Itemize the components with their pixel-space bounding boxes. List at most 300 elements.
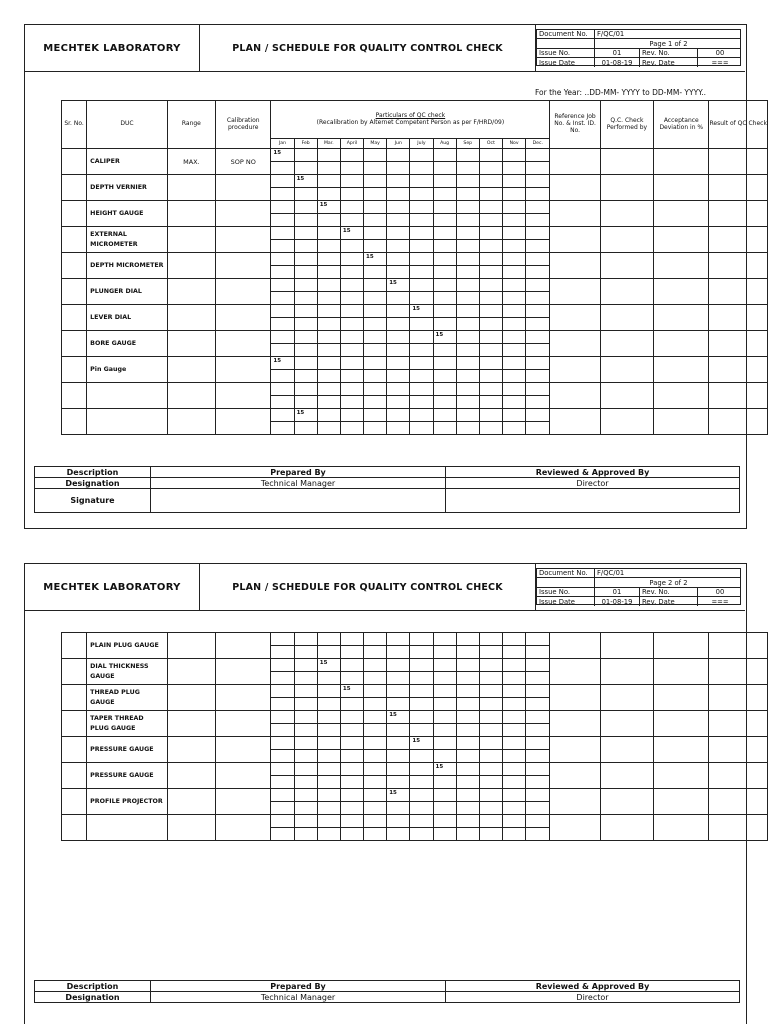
month-cell[interactable]: [503, 763, 526, 776]
month-cell[interactable]: [526, 750, 550, 763]
month-cell[interactable]: [479, 370, 502, 383]
month-cell[interactable]: [433, 279, 456, 292]
month-cell[interactable]: [456, 724, 479, 737]
month-cell[interactable]: [364, 305, 387, 318]
month-cell[interactable]: [410, 750, 433, 763]
month-cell[interactable]: [479, 802, 502, 815]
month-cell[interactable]: [294, 383, 317, 396]
month-cell[interactable]: [526, 828, 550, 841]
month-cell[interactable]: [479, 305, 502, 318]
month-cell[interactable]: [364, 162, 387, 175]
procedure-cell[interactable]: [216, 331, 271, 357]
sr-no-cell[interactable]: [62, 149, 87, 175]
month-cell[interactable]: [364, 292, 387, 305]
month-cell[interactable]: 15: [271, 357, 294, 370]
month-cell[interactable]: [456, 750, 479, 763]
month-cell[interactable]: [479, 633, 502, 646]
month-cell[interactable]: [502, 383, 525, 396]
acceptance-cell[interactable]: [654, 149, 709, 175]
month-cell[interactable]: [456, 331, 479, 344]
month-cell[interactable]: [433, 422, 456, 435]
month-cell[interactable]: [456, 214, 479, 227]
month-cell[interactable]: [387, 344, 410, 357]
sr-no-cell[interactable]: [62, 253, 87, 279]
performed-by-cell[interactable]: [600, 357, 653, 383]
month-cell[interactable]: [294, 633, 317, 646]
month-cell[interactable]: [526, 227, 550, 240]
month-cell[interactable]: [271, 162, 294, 175]
month-cell[interactable]: [317, 370, 340, 383]
month-cell[interactable]: [433, 175, 456, 188]
month-cell[interactable]: [364, 370, 387, 383]
month-cell[interactable]: [317, 750, 340, 763]
month-cell[interactable]: [433, 201, 456, 214]
month-cell[interactable]: [317, 305, 340, 318]
range-cell[interactable]: [167, 711, 215, 737]
month-cell[interactable]: [456, 162, 479, 175]
month-cell[interactable]: [271, 802, 294, 815]
month-cell[interactable]: [433, 149, 456, 162]
month-cell[interactable]: [294, 737, 317, 750]
month-cell[interactable]: [479, 240, 502, 253]
month-cell[interactable]: [526, 409, 550, 422]
month-cell[interactable]: [526, 240, 550, 253]
month-cell[interactable]: [503, 724, 526, 737]
month-cell[interactable]: [340, 266, 363, 279]
month-cell[interactable]: [410, 188, 433, 201]
month-cell[interactable]: [526, 266, 550, 279]
month-cell[interactable]: [340, 344, 363, 357]
month-cell[interactable]: [364, 214, 387, 227]
month-cell[interactable]: [456, 175, 479, 188]
month-cell[interactable]: [271, 789, 294, 802]
month-cell[interactable]: [526, 776, 550, 789]
month-cell[interactable]: [294, 149, 317, 162]
month-cell[interactable]: [387, 685, 410, 698]
month-cell[interactable]: 15: [317, 201, 340, 214]
month-cell[interactable]: [364, 201, 387, 214]
month-cell[interactable]: [479, 149, 502, 162]
month-cell[interactable]: [526, 149, 550, 162]
month-cell[interactable]: [364, 828, 387, 841]
acceptance-cell[interactable]: [654, 763, 709, 789]
month-cell[interactable]: [271, 828, 294, 841]
month-cell[interactable]: [271, 318, 294, 331]
month-cell[interactable]: [479, 672, 502, 685]
month-cell[interactable]: [433, 737, 456, 750]
month-cell[interactable]: [410, 646, 433, 659]
month-cell[interactable]: [294, 240, 317, 253]
month-cell[interactable]: [387, 292, 410, 305]
month-cell[interactable]: [387, 214, 410, 227]
month-cell[interactable]: [456, 789, 479, 802]
month-cell[interactable]: [340, 776, 363, 789]
sr-no-cell[interactable]: [62, 659, 87, 685]
month-cell[interactable]: [433, 409, 456, 422]
month-cell[interactable]: [502, 266, 525, 279]
month-cell[interactable]: [364, 633, 387, 646]
month-cell[interactable]: [364, 383, 387, 396]
month-cell[interactable]: [502, 305, 525, 318]
month-cell[interactable]: [433, 672, 456, 685]
acceptance-cell[interactable]: [654, 279, 709, 305]
month-cell[interactable]: [271, 685, 294, 698]
performed-by-cell[interactable]: [600, 633, 653, 659]
month-cell[interactable]: [502, 409, 525, 422]
month-cell[interactable]: [410, 214, 433, 227]
month-cell[interactable]: [364, 344, 387, 357]
procedure-cell[interactable]: [216, 685, 271, 711]
month-cell[interactable]: [294, 370, 317, 383]
month-cell[interactable]: [433, 776, 456, 789]
month-cell[interactable]: [433, 750, 456, 763]
month-cell[interactable]: [410, 383, 433, 396]
month-cell[interactable]: [479, 188, 502, 201]
result-cell[interactable]: [709, 711, 768, 737]
performed-by-cell[interactable]: [600, 409, 653, 435]
acceptance-cell[interactable]: [654, 331, 709, 357]
month-cell[interactable]: [294, 685, 317, 698]
month-cell[interactable]: [364, 409, 387, 422]
month-cell[interactable]: [479, 266, 502, 279]
month-cell[interactable]: [479, 828, 502, 841]
month-cell[interactable]: [294, 253, 317, 266]
acceptance-cell[interactable]: [654, 409, 709, 435]
performed-by-cell[interactable]: [600, 659, 653, 685]
reference-cell[interactable]: [550, 659, 600, 685]
month-cell[interactable]: [503, 698, 526, 711]
month-cell[interactable]: [387, 305, 410, 318]
result-cell[interactable]: [709, 763, 768, 789]
month-cell[interactable]: [410, 344, 433, 357]
month-cell[interactable]: [364, 659, 387, 672]
month-cell[interactable]: [340, 698, 363, 711]
reference-cell[interactable]: [550, 253, 600, 279]
sr-no-cell[interactable]: [62, 331, 87, 357]
month-cell[interactable]: [317, 409, 340, 422]
acceptance-cell[interactable]: [654, 815, 709, 841]
month-cell[interactable]: [410, 776, 433, 789]
month-cell[interactable]: [433, 659, 456, 672]
month-cell[interactable]: [502, 370, 525, 383]
month-cell[interactable]: [526, 318, 550, 331]
month-cell[interactable]: [317, 737, 340, 750]
month-cell[interactable]: [410, 422, 433, 435]
result-cell[interactable]: [709, 253, 768, 279]
month-cell[interactable]: [387, 815, 410, 828]
reference-cell[interactable]: [550, 815, 600, 841]
month-cell[interactable]: 15: [433, 763, 456, 776]
month-cell[interactable]: [456, 396, 479, 409]
reference-cell[interactable]: [550, 789, 600, 815]
sr-no-cell[interactable]: [62, 383, 87, 409]
month-cell[interactable]: [271, 396, 294, 409]
month-cell[interactable]: [433, 214, 456, 227]
reference-cell[interactable]: [550, 201, 600, 227]
month-cell[interactable]: [317, 396, 340, 409]
month-cell[interactable]: [479, 227, 502, 240]
month-cell[interactable]: [410, 698, 433, 711]
month-cell[interactable]: [479, 409, 502, 422]
procedure-cell[interactable]: [216, 227, 271, 253]
month-cell[interactable]: [433, 646, 456, 659]
sr-no-cell[interactable]: [62, 763, 87, 789]
month-cell[interactable]: [340, 815, 363, 828]
month-cell[interactable]: [271, 698, 294, 711]
month-cell[interactable]: [479, 750, 502, 763]
reference-cell[interactable]: [550, 279, 600, 305]
month-cell[interactable]: [526, 383, 550, 396]
month-cell[interactable]: [503, 828, 526, 841]
month-cell[interactable]: [502, 357, 525, 370]
month-cell[interactable]: [340, 292, 363, 305]
month-cell[interactable]: [340, 162, 363, 175]
result-cell[interactable]: [709, 383, 768, 409]
month-cell[interactable]: [526, 659, 550, 672]
month-cell[interactable]: [502, 188, 525, 201]
month-cell[interactable]: [271, 409, 294, 422]
month-cell[interactable]: [526, 188, 550, 201]
month-cell[interactable]: [410, 789, 433, 802]
month-cell[interactable]: [479, 292, 502, 305]
month-cell[interactable]: [387, 357, 410, 370]
reference-cell[interactable]: [550, 331, 600, 357]
month-cell[interactable]: [317, 383, 340, 396]
procedure-cell[interactable]: SOP NO: [216, 149, 271, 175]
month-cell[interactable]: 15: [294, 175, 317, 188]
month-cell[interactable]: [271, 633, 294, 646]
month-cell[interactable]: [387, 266, 410, 279]
month-cell[interactable]: [364, 776, 387, 789]
result-cell[interactable]: [709, 201, 768, 227]
range-cell[interactable]: [167, 331, 215, 357]
month-cell[interactable]: [340, 763, 363, 776]
month-cell[interactable]: [433, 396, 456, 409]
month-cell[interactable]: [456, 711, 479, 724]
acceptance-cell[interactable]: [654, 357, 709, 383]
month-cell[interactable]: [317, 279, 340, 292]
month-cell[interactable]: [456, 409, 479, 422]
month-cell[interactable]: [456, 422, 479, 435]
month-cell[interactable]: [456, 828, 479, 841]
month-cell[interactable]: [271, 763, 294, 776]
month-cell[interactable]: [502, 422, 525, 435]
month-cell[interactable]: [364, 396, 387, 409]
month-cell[interactable]: [340, 789, 363, 802]
month-cell[interactable]: 15: [364, 253, 387, 266]
month-cell[interactable]: [433, 357, 456, 370]
month-cell[interactable]: [387, 828, 410, 841]
month-cell[interactable]: [526, 344, 550, 357]
reference-cell[interactable]: [550, 175, 600, 201]
month-cell[interactable]: [526, 279, 550, 292]
month-cell[interactable]: [410, 633, 433, 646]
month-cell[interactable]: [340, 357, 363, 370]
month-cell[interactable]: [364, 737, 387, 750]
month-cell[interactable]: [294, 279, 317, 292]
month-cell[interactable]: [479, 737, 502, 750]
reference-cell[interactable]: [550, 711, 600, 737]
month-cell[interactable]: [340, 633, 363, 646]
performed-by-cell[interactable]: [600, 383, 653, 409]
month-cell[interactable]: [387, 422, 410, 435]
performed-by-cell[interactable]: [600, 201, 653, 227]
month-cell[interactable]: [317, 149, 340, 162]
month-cell[interactable]: [271, 175, 294, 188]
procedure-cell[interactable]: [216, 253, 271, 279]
month-cell[interactable]: [317, 685, 340, 698]
month-cell[interactable]: [294, 162, 317, 175]
month-cell[interactable]: [317, 331, 340, 344]
month-cell[interactable]: [364, 724, 387, 737]
month-cell[interactable]: [479, 698, 502, 711]
month-cell[interactable]: [526, 711, 550, 724]
performed-by-cell[interactable]: [600, 815, 653, 841]
month-cell[interactable]: [526, 672, 550, 685]
month-cell[interactable]: [387, 750, 410, 763]
month-cell[interactable]: [294, 214, 317, 227]
month-cell[interactable]: 15: [340, 227, 363, 240]
acceptance-cell[interactable]: [654, 201, 709, 227]
month-cell[interactable]: [410, 685, 433, 698]
month-cell[interactable]: 15: [387, 279, 410, 292]
reference-cell[interactable]: [550, 763, 600, 789]
month-cell[interactable]: [479, 815, 502, 828]
month-cell[interactable]: [294, 815, 317, 828]
month-cell[interactable]: [502, 149, 525, 162]
month-cell[interactable]: [433, 162, 456, 175]
month-cell[interactable]: [456, 279, 479, 292]
sr-no-cell[interactable]: [62, 711, 87, 737]
month-cell[interactable]: [410, 162, 433, 175]
month-cell[interactable]: [526, 214, 550, 227]
month-cell[interactable]: [317, 698, 340, 711]
month-cell[interactable]: [433, 370, 456, 383]
month-cell[interactable]: [479, 214, 502, 227]
month-cell[interactable]: [502, 175, 525, 188]
month-cell[interactable]: [456, 370, 479, 383]
month-cell[interactable]: [479, 711, 502, 724]
month-cell[interactable]: [271, 214, 294, 227]
month-cell[interactable]: [387, 659, 410, 672]
month-cell[interactable]: [410, 357, 433, 370]
result-cell[interactable]: [709, 149, 768, 175]
month-cell[interactable]: [456, 149, 479, 162]
month-cell[interactable]: [433, 188, 456, 201]
month-cell[interactable]: [433, 253, 456, 266]
range-cell[interactable]: [167, 409, 215, 435]
month-cell[interactable]: [387, 318, 410, 331]
month-cell[interactable]: [340, 396, 363, 409]
month-cell[interactable]: [317, 240, 340, 253]
acceptance-cell[interactable]: [654, 789, 709, 815]
range-cell[interactable]: [167, 763, 215, 789]
month-cell[interactable]: [317, 711, 340, 724]
month-cell[interactable]: [317, 763, 340, 776]
month-cell[interactable]: [503, 672, 526, 685]
month-cell[interactable]: [456, 633, 479, 646]
month-cell[interactable]: [456, 188, 479, 201]
sr-no-cell[interactable]: [62, 175, 87, 201]
month-cell[interactable]: [479, 331, 502, 344]
month-cell[interactable]: [294, 266, 317, 279]
month-cell[interactable]: [387, 763, 410, 776]
month-cell[interactable]: [433, 711, 456, 724]
month-cell[interactable]: [271, 815, 294, 828]
performed-by-cell[interactable]: [600, 253, 653, 279]
month-cell[interactable]: [456, 646, 479, 659]
procedure-cell[interactable]: [216, 815, 271, 841]
month-cell[interactable]: [433, 815, 456, 828]
range-cell[interactable]: [167, 815, 215, 841]
reference-cell[interactable]: [550, 685, 600, 711]
month-cell[interactable]: [387, 396, 410, 409]
month-cell[interactable]: 15: [317, 659, 340, 672]
month-cell[interactable]: [387, 331, 410, 344]
month-cell[interactable]: [271, 659, 294, 672]
month-cell[interactable]: [479, 763, 502, 776]
month-cell[interactable]: [502, 214, 525, 227]
month-cell[interactable]: [271, 253, 294, 266]
month-cell[interactable]: [526, 815, 550, 828]
month-cell[interactable]: [433, 828, 456, 841]
month-cell[interactable]: [364, 227, 387, 240]
month-cell[interactable]: [340, 646, 363, 659]
month-cell[interactable]: [364, 279, 387, 292]
month-cell[interactable]: [410, 331, 433, 344]
result-cell[interactable]: [709, 409, 768, 435]
month-cell[interactable]: [271, 227, 294, 240]
month-cell[interactable]: [364, 646, 387, 659]
approved-signature-field[interactable]: [446, 489, 740, 513]
month-cell[interactable]: [364, 149, 387, 162]
month-cell[interactable]: [433, 240, 456, 253]
month-cell[interactable]: [340, 370, 363, 383]
procedure-cell[interactable]: [216, 737, 271, 763]
result-cell[interactable]: [709, 737, 768, 763]
month-cell[interactable]: [317, 776, 340, 789]
reference-cell[interactable]: [550, 357, 600, 383]
month-cell[interactable]: [387, 802, 410, 815]
month-cell[interactable]: [387, 698, 410, 711]
procedure-cell[interactable]: [216, 659, 271, 685]
month-cell[interactable]: [433, 292, 456, 305]
month-cell[interactable]: [364, 331, 387, 344]
month-cell[interactable]: [387, 227, 410, 240]
month-cell[interactable]: [410, 763, 433, 776]
month-cell[interactable]: [271, 646, 294, 659]
month-cell[interactable]: [317, 188, 340, 201]
acceptance-cell[interactable]: [654, 383, 709, 409]
procedure-cell[interactable]: [216, 357, 271, 383]
month-cell[interactable]: [526, 292, 550, 305]
month-cell[interactable]: [503, 685, 526, 698]
month-cell[interactable]: [502, 201, 525, 214]
procedure-cell[interactable]: [216, 175, 271, 201]
month-cell[interactable]: [526, 789, 550, 802]
month-cell[interactable]: [502, 292, 525, 305]
month-cell[interactable]: [479, 318, 502, 331]
acceptance-cell[interactable]: [654, 711, 709, 737]
month-cell[interactable]: [294, 724, 317, 737]
month-cell[interactable]: [271, 750, 294, 763]
month-cell[interactable]: [456, 659, 479, 672]
month-cell[interactable]: [479, 789, 502, 802]
month-cell[interactable]: [479, 776, 502, 789]
month-cell[interactable]: [364, 802, 387, 815]
month-cell[interactable]: [271, 711, 294, 724]
month-cell[interactable]: [271, 279, 294, 292]
